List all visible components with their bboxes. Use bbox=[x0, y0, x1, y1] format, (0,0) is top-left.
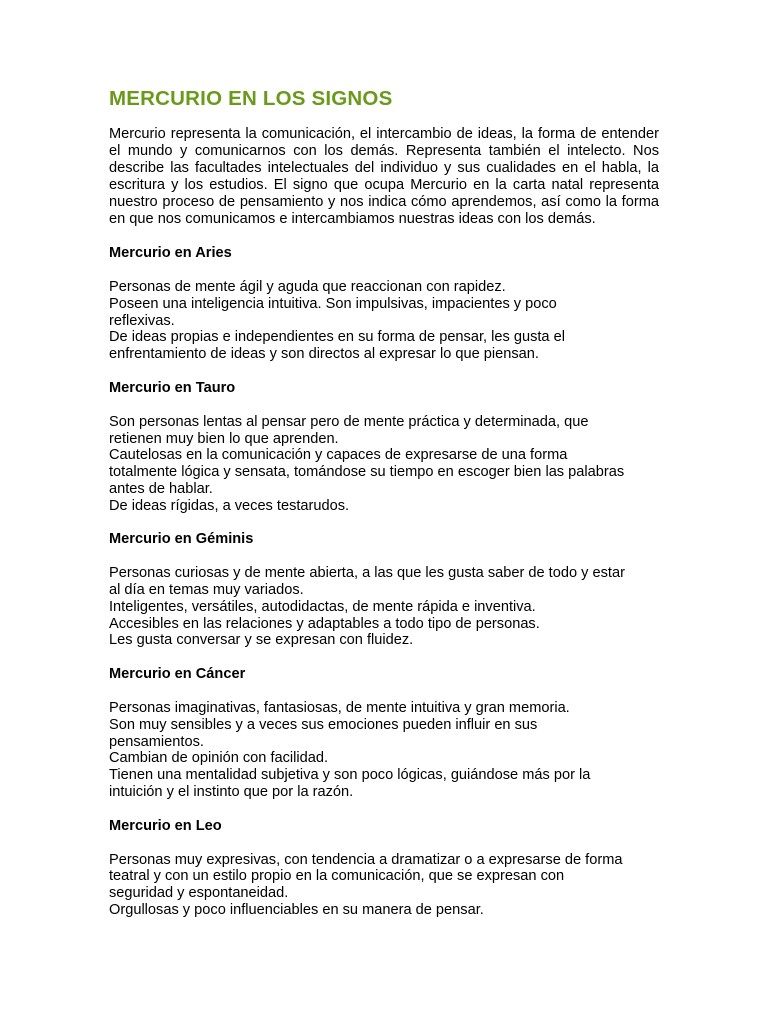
document-page bbox=[109, 86, 659, 936]
section-text-line: intuición y el instinto que por la razón. bbox=[109, 783, 354, 800]
section-text-line: Poseen una inteligencia intuitiva. Son impulsivas, impacientes y poco bbox=[109, 295, 557, 312]
section-text-line: Inteligentes, versátiles, autodidactas, de mente rápida e inventiva. bbox=[109, 598, 536, 615]
section-text-line: Son muy sensibles y a veces sus emociones pueden influir en sus bbox=[109, 716, 538, 733]
section-body bbox=[109, 414, 659, 515]
section-text-line: reflexivas. bbox=[109, 312, 175, 329]
section-text-line: totalmente lógica y sensata, tomándose su tiempo en escoger bien las palabras bbox=[109, 464, 625, 480]
section-text-line: Personas imaginativas, fantasiosas, de mente intuitiva y gran memoria. bbox=[109, 700, 570, 716]
section-text-line: Tienen una mentalidad subjetiva y son poco lógicas, guiándose más por la bbox=[109, 767, 591, 783]
section-text-line: retienen muy bien lo que aprenden. bbox=[109, 430, 339, 447]
section-text-line: Cambian de opinión con facilidad. bbox=[109, 750, 329, 767]
section-heading: Mercurio en Géminis bbox=[109, 531, 254, 548]
section-heading: Mercurio en Cáncer bbox=[109, 666, 246, 682]
section-heading: Mercurio en Leo bbox=[109, 817, 222, 834]
section-text-line: Personas muy expresivas, con tendencia a dramatizar o a expresarse de forma bbox=[109, 851, 623, 868]
section-body bbox=[109, 852, 659, 919]
section-text-line: seguridad y espontaneidad. bbox=[109, 885, 289, 901]
intro-paragraph: Mercurio representa la comunicación, el intercambio de ideas, la forma de entender el mundo y comunicarnos con los demás. Representa también el intelecto. Nos describe las facultades intelectuales del individuo y sus cualidades en el habla, la escritura y los estudios. El signo que ocupa Mercurio en la carta natal representa nuestro proceso de pensamiento y nos indica cómo aprendemos, así como la forma en que nos comunicamos e intercambiamos nuestras ideas con los demás. bbox=[109, 126, 659, 227]
section-text-line: al día en temas muy variados. bbox=[109, 582, 304, 598]
section-text-line: Son personas lentas al pensar pero de mente práctica y determinada, que bbox=[109, 413, 589, 430]
section-text-line: De ideas propias e independientes en su forma de pensar, les gusta el bbox=[109, 329, 565, 346]
sections-container bbox=[109, 245, 659, 919]
section-text-line: Cautelosas en la comunicación y capaces de expresarse de una forma bbox=[109, 447, 568, 464]
section-text-line: Personas curiosas y de mente abierta, a las que les gusta saber de todo y estar bbox=[109, 565, 625, 582]
section-body bbox=[109, 279, 659, 363]
section-body bbox=[109, 700, 659, 801]
document-title: MERCURIO EN LOS SIGNOS bbox=[109, 87, 393, 110]
section-body bbox=[109, 565, 659, 649]
section-text-line: antes de hablar. bbox=[109, 480, 213, 497]
section-text-line: enfrentamiento de ideas y son directos al expresar lo que piensan. bbox=[109, 346, 539, 362]
section-heading: Mercurio en Tauro bbox=[109, 379, 236, 396]
section-text-line: De ideas rígidas, a veces testarudos. bbox=[109, 497, 350, 514]
section-text-line: Orgullosas y poco influenciables en su manera de pensar. bbox=[109, 901, 484, 918]
section-text-line: pensamientos. bbox=[109, 733, 204, 750]
section-text-line: teatral y con un estilo propio en la comunicación, que se expresan con bbox=[109, 868, 565, 885]
section-heading: Mercurio en Aries bbox=[109, 245, 232, 261]
section-text-line: Les gusta conversar y se expresan con fluidez. bbox=[109, 632, 414, 649]
section-text-line: Personas de mente ágil y aguda que reaccionan con rapidez. bbox=[109, 279, 506, 295]
section-text-line: Accesibles en las relaciones y adaptables a todo tipo de personas. bbox=[109, 615, 540, 632]
